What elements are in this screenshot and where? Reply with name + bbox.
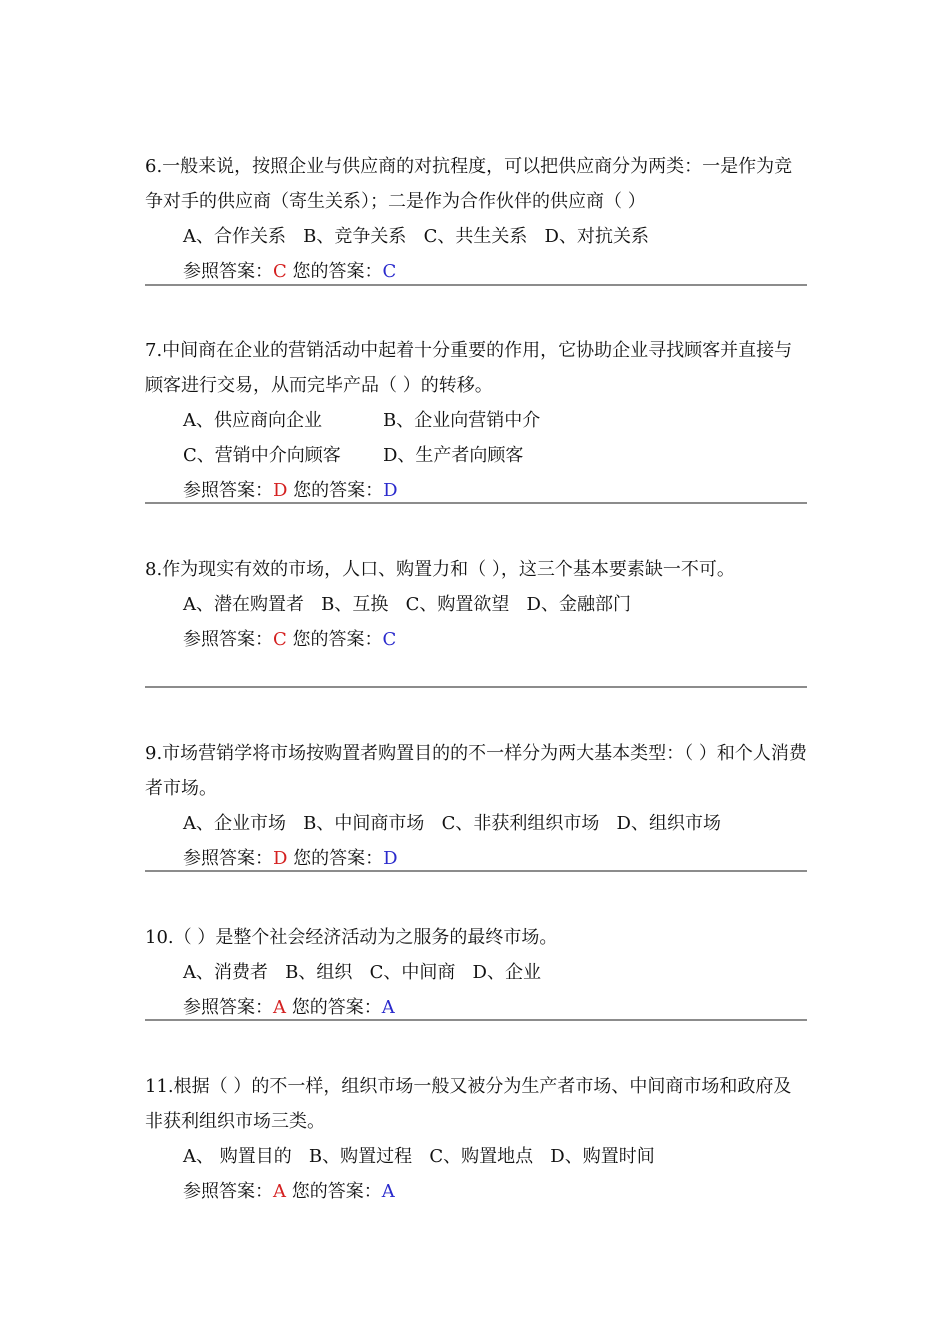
options-row [145,1139,807,1174]
question-text: 8.作为现实有效的市场，人口、购置力和（ ），这三个基本要素缺一不可。 [145,559,735,580]
your-answer-label: 您的答案： [293,480,384,501]
divider [145,870,807,872]
answer-line [145,1174,807,1209]
option-c: C、共生关系 [423,226,528,247]
option-b: B、竞争关系 [303,226,407,247]
question-11 [145,1069,807,1209]
option-d: D、对抗关系 [544,226,649,247]
your-answer-value: A [381,997,395,1018]
option-c: C、中间商 [369,962,456,983]
question-text: 11.根据（ ）的不一样，组织市场一般又被分为生产者市场、中间商市场和政府及非获利组织市场三类。 [145,1076,792,1132]
option-b: B、互换 [321,594,389,615]
question-8 [145,552,807,657]
option-a: A、消费者 [183,962,268,983]
option-d: D、生产者向顾客 [383,445,524,466]
reference-answer-value: A [273,1181,286,1202]
your-answer-label: 您的答案： [292,629,383,650]
divider [145,1019,807,1021]
options-row [145,806,807,841]
option-a: A、供应商向企业 [183,410,322,431]
option-a: A、合作关系 [183,226,286,247]
your-answer-value: D [383,848,398,869]
option-d: D、组织市场 [616,813,721,834]
question-text: 9.市场营销学将市场按购置者购置目的的不一样分为两大基本类型：（ ）和个人消费者市场。 [145,743,807,799]
question-10 [145,920,807,1025]
option-c: C、购置欲望 [405,594,510,615]
divider [145,502,807,504]
option-c: C、营销中介向顾客 [183,445,341,466]
your-answer-value: C [382,629,397,650]
option-c: C、非获利组织市场 [441,813,600,834]
reference-answer-value: C [273,261,287,282]
options-row [145,955,807,990]
option-a: A、潜在购置者 [183,594,304,615]
reference-answer-label: 参照答案： [183,997,273,1018]
option-d: D、企业 [472,962,541,983]
reference-answer-value: D [273,848,288,869]
question-text: 10.（ ）是整个社会经济活动为之服务的最终市场。 [145,927,558,948]
your-answer-value: A [381,1181,395,1202]
options-row [145,219,807,254]
reference-answer-value: A [273,997,286,1018]
reference-answer-label: 参照答案： [183,261,273,282]
option-b: B、组织 [285,962,353,983]
option-a: A、 购置目的 [183,1146,292,1167]
option-d: D、购置时间 [550,1146,655,1167]
option-a: A、企业市场 [183,813,286,834]
divider [145,686,807,688]
your-answer-label: 您的答案： [293,848,384,869]
divider [145,284,807,286]
options-row [145,403,807,438]
reference-answer-label: 参照答案： [183,629,273,650]
reference-answer-label: 参照答案： [183,480,273,501]
reference-answer-label: 参照答案： [183,1181,273,1202]
question-text: 6.一般来说，按照企业与供应商的对抗程度，可以把供应商分为两类：一是作为竞争对手的供应商（寄生关系）；二是作为合作伙伴的供应商（ ） [145,156,793,212]
answer-line [145,622,807,657]
your-answer-value: C [382,261,397,282]
option-c: C、购置地点 [429,1146,534,1167]
option-b: B、中间商市场 [303,813,425,834]
question-text: 7.中间商在企业的营销活动中起着十分重要的作用，它协助企业寻找顾客并直接与顾客进行交易，从而完毕产品（ ）的转移。 [145,340,793,396]
your-answer-label: 您的答案： [291,997,382,1018]
reference-answer-value: C [273,629,287,650]
options-row [145,438,807,473]
options-row [145,587,807,622]
reference-answer-label: 参照答案： [183,848,273,869]
reference-answer-value: D [273,480,288,501]
question-9 [145,736,807,876]
option-b: B、购置过程 [308,1146,413,1167]
your-answer-label: 您的答案： [291,1181,382,1202]
your-answer-value: D [383,480,398,501]
option-d: D、金融部门 [526,594,631,615]
your-answer-label: 您的答案： [292,261,383,282]
question-7 [145,333,807,508]
option-b: B、企业向营销中介 [383,410,541,431]
question-6 [145,149,807,289]
